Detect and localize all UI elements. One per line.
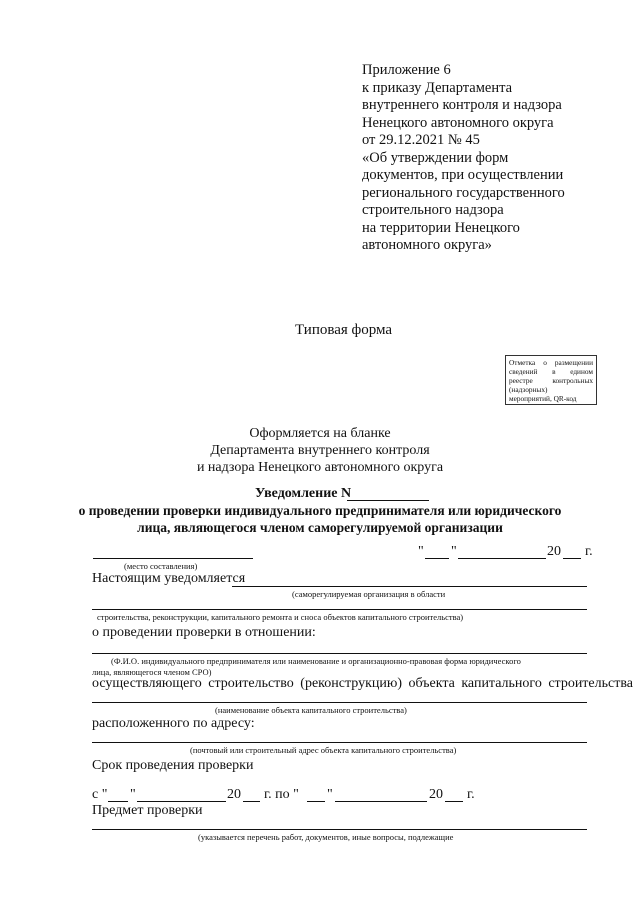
date-year-prefix: 20	[547, 544, 561, 559]
blank-note	[0, 425, 640, 476]
appendix-line: документов, при осуществлении	[362, 167, 564, 183]
person-field[interactable]	[92, 653, 587, 654]
appendix-line: строительного надзора	[362, 202, 504, 218]
subject-field[interactable]	[92, 829, 587, 830]
person-caption: (Ф.И.О. индивидуального предпринимателя или наименование и организационно-правовая форма юридического	[111, 656, 521, 666]
sro-caption-2: строительства, реконструкции, капитального ремонта и сноса объектов капитального строительства)	[97, 612, 464, 622]
subject-caption: (указывается перечень работ, документов, иные вопросы, подлежащие	[198, 832, 454, 842]
address-label: расположенного по адресу:	[92, 716, 255, 731]
place-field[interactable]	[93, 558, 253, 559]
period-quote: "	[130, 787, 136, 802]
qr-note-box	[505, 355, 597, 405]
inspection-label: о проведении проверки в отношении:	[92, 625, 316, 640]
construction-text: осуществляющего строительство (реконструкцию) объекта капитального строительства	[92, 676, 633, 691]
period-from: с "	[92, 787, 108, 802]
period-quote: "	[327, 787, 333, 802]
period-to-month[interactable]	[335, 801, 427, 802]
subject-label: Предмет проверки	[92, 803, 203, 818]
date-quote: "	[451, 544, 457, 559]
appendix-line: «Об утверждении форм	[362, 149, 509, 166]
period-to-day[interactable]	[307, 801, 325, 802]
appendix-line: автономного округа»	[362, 237, 492, 253]
appendix-line: на территории Ненецкого	[362, 219, 520, 236]
person-caption: лица, являющегося членом СРО)	[92, 667, 212, 677]
address-field[interactable]	[92, 742, 587, 743]
appendix-line: Приложение 6	[362, 62, 451, 78]
place-caption: (место составления)	[124, 561, 198, 571]
notice-title-line: лица, являющегося членом саморегулируемой организации	[137, 520, 503, 535]
appendix-line: регионального государственного	[362, 184, 565, 201]
appendix-line: от 29.12.2021 № 45	[362, 132, 480, 148]
date-year-suffix: г.	[585, 544, 593, 559]
qr-note-line: (надзорных)	[509, 385, 548, 394]
qr-note-line: мероприятий, QR-код	[509, 394, 577, 403]
period-to-year[interactable]	[445, 801, 463, 802]
form-type: Типовая форма	[295, 322, 393, 338]
appendix-block	[362, 62, 632, 255]
notify-label: Настоящим уведомляется	[92, 571, 246, 586]
notice-title-line: о проведении проверки индивидуального предпринимателя или юридического	[78, 503, 562, 518]
period-year: 20	[227, 787, 241, 802]
blank-line: Департамента внутреннего контроля	[210, 443, 430, 458]
date-day-field[interactable]	[425, 558, 449, 559]
date-quote: "	[418, 544, 424, 559]
date-month-field[interactable]	[458, 558, 546, 559]
qr-note-line: Отметка о размещении	[509, 358, 593, 367]
object-caption: (наименование объекта капитального строительства)	[215, 705, 407, 715]
appendix-line: к приказу Департамента	[362, 79, 513, 96]
period-from-day[interactable]	[108, 801, 128, 802]
period-to: г. по "	[264, 787, 299, 802]
sro-field[interactable]	[232, 586, 587, 587]
qr-note-line: реестре контрольных	[509, 376, 593, 385]
object-field[interactable]	[92, 702, 587, 703]
blank-line: Оформляется на бланке	[249, 426, 391, 441]
blank-line: и надзора Ненецкого автономного округа	[196, 460, 444, 475]
period-g: г.	[467, 787, 475, 802]
date-year-field[interactable]	[563, 558, 581, 559]
notice-heading: Уведомление N	[255, 486, 352, 501]
qr-note-line: сведений в едином	[509, 367, 593, 376]
appendix-line: Ненецкого автономного округа	[362, 114, 554, 131]
sro-caption: (саморегулируемая организация в области	[292, 589, 446, 599]
appendix-line: внутреннего контроля и надзора	[362, 97, 562, 113]
sro-field-2[interactable]	[92, 609, 587, 610]
period-year: 20	[429, 787, 443, 802]
address-caption: (почтовый или строительный адрес объекта капитального строительства)	[190, 745, 457, 755]
period-label: Срок проведения проверки	[92, 758, 254, 773]
period-from-year[interactable]	[243, 801, 260, 802]
period-from-month[interactable]	[137, 801, 226, 802]
notice-number-line[interactable]	[347, 500, 429, 501]
